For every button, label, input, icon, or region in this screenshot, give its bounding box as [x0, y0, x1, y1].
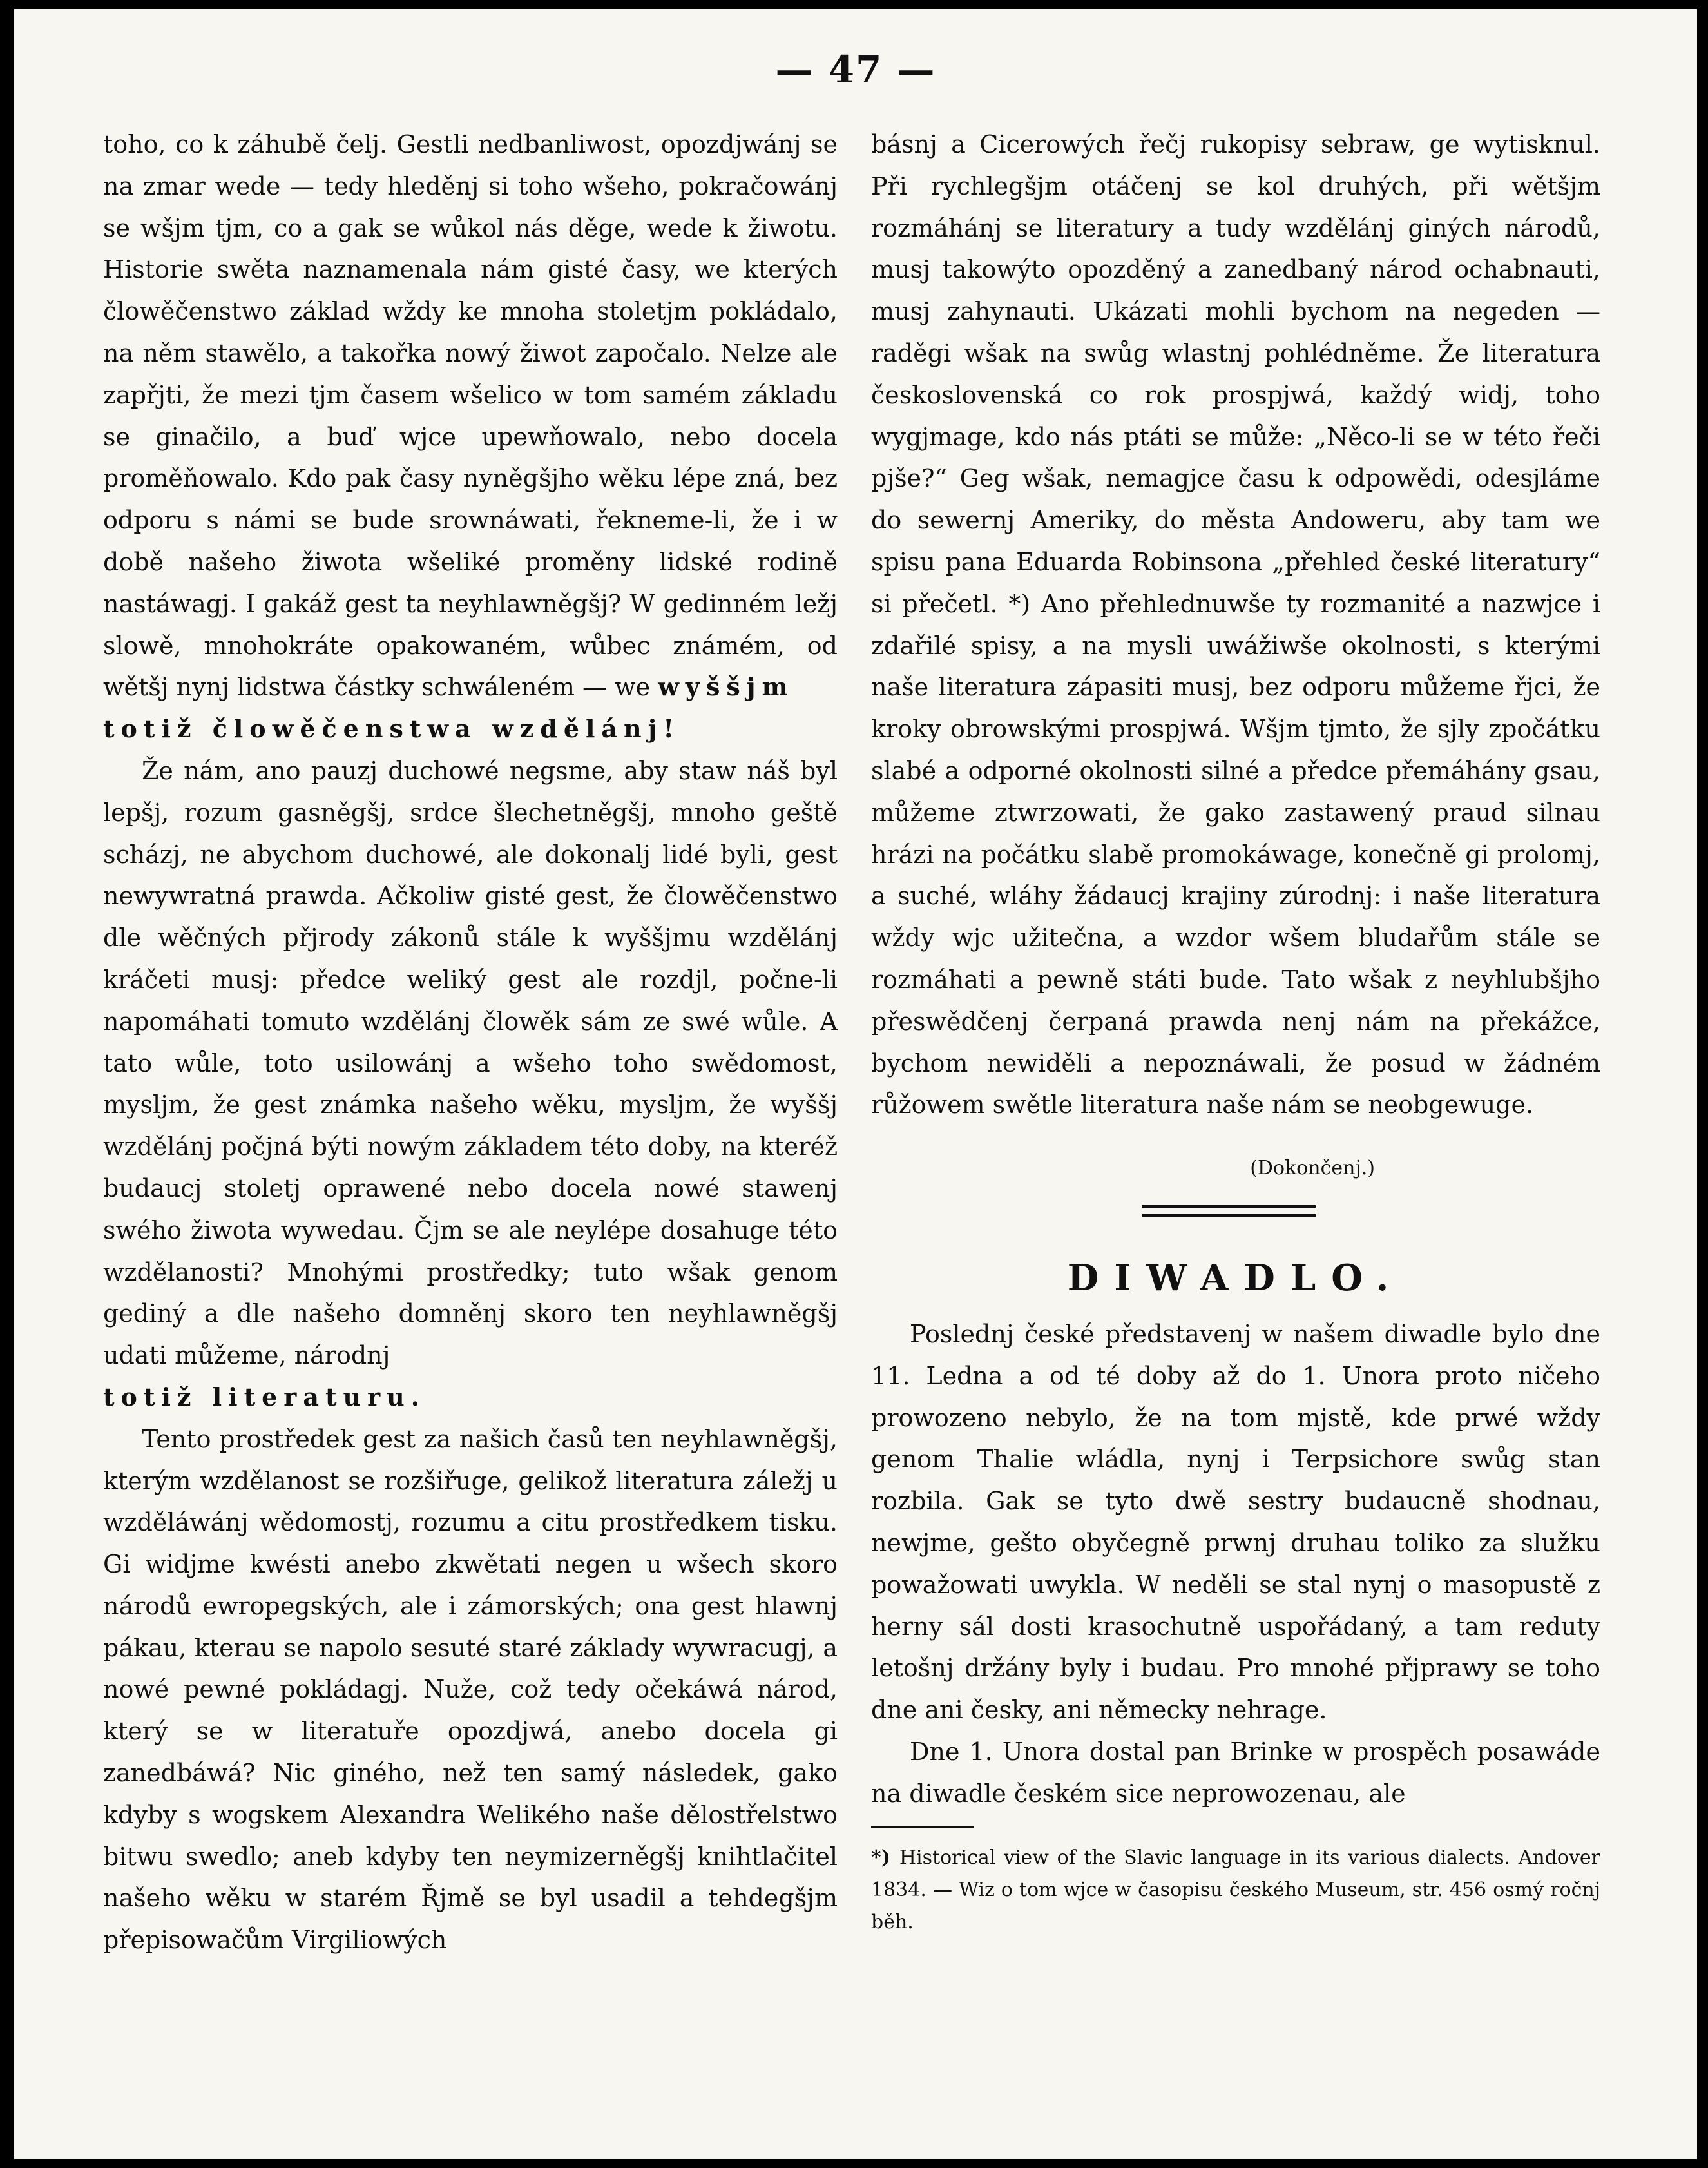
paragraph	[871, 1731, 1600, 1815]
footnote	[871, 1842, 1600, 1939]
left-column	[103, 124, 838, 1961]
paragraph	[871, 1313, 1600, 1731]
paragraph	[103, 750, 838, 1377]
paragraph	[103, 1377, 838, 1418]
footnote-divider	[871, 1826, 974, 1828]
right-column	[871, 124, 1600, 1939]
section-heading: DIWADLO.	[1067, 1256, 1405, 1299]
paragraph-text: Poslednj české představenj w našem diwadle bylo dne 11. Ledna a od té doby až do 1. Unora proto ničeho prowozeno nebylo, že na tom mjstě, kde prwé wždy genom Thalie wládla, nynj i Terpsichore swůg stan rozbila. Gak se tyto dwě sestry budaucně shodnau, newjme, gešto obyčegně prwnj druhau toliko za služku powažowati uwykla. W neděli se stal nynj o masopustě z herny sál dosti krasochutně uspořádaný, a tam reduty letošnj držány byly i budau. Pro mnohé přjprawy se toho dne ani česky, ani německy nehrage.	[871, 1319, 1600, 1725]
paragraph-text: Že nám, ano pauzj duchowé negsme, aby staw náš byl lepšj, rozum gasněgšj, srdce šlechetněgšj, mnoho geště scházj, ne abychom duchowé, ale dokonalj lidé byli, gest newywratná prawda. Ačkoliw gisté gest, že člowěčenstwo dle wěčných přjrody zákonů stále k wyššjmu wzdělánj kráčeti musj: předce weliký gest ale rozdjl, počne-li napomáhati tomuto wzdělánj člowěk sám ze swé wůle. A tato wůle, toto usilowánj a wšeho toho swědomost, myslјm, že gest známka našeho wěku, myslјm, že wyššj wzdělánj počjná býti nowým základem této doby, na kteréž budaucj stoletj oprawené nebo docela nowé stawenj swého žiwota wywedau. Čјm se ale neylépe dosahuge této wzdělanosti? Mnohými prostředky; tuto wšak genom gediný a dle našeho domněnj skoro ten neyhlawněgšj udati můžeme, národnj	[103, 756, 838, 1370]
continued-note: (Dokončenj.)	[1250, 1157, 1375, 1180]
paragraph	[871, 124, 1600, 1126]
emphasis-text: wyššjm	[658, 672, 794, 702]
paragraph-text: Dne 1. Unora dostal pan Brinke w prospěch posawáde na diwadle českém sice neprowozenau, ale	[871, 1737, 1600, 1808]
page	[14, 9, 1697, 2159]
section-divider	[1142, 1205, 1316, 1217]
paragraph-text: toho, co k záhubě čelj. Gestli nedbanliwost, opozdjwánj se na zmar wede — tedy hleděnj si toho wšeho, pokračowánj se wšjm tjm, co a gak se wůkol nás děge, wede k žiwotu. Historie swěta naznamenala nám gisté časy, we kterých člowěčenstwo základ wždy ke mnoha stoletjm pokládalo, na něm stawělo, a takořka nowý žiwot započalo. Nelze ale zapřjti, že mezi tjm časem wšelico w tom samém základu se ginačilo, a buď wjce upewňowalo, nebo docela proměňowalo. Kdo pak časy nyněgšjho wěku lépe zná, bez odporu s námi se bude srownáwati, řekneme-li, že i w době našeho žiwota wšeliké proměny lidské rodině nastáwagj. I gakáž gest ta neyhlawněgšj? W gedinném ležj slowě, mnohokráte opakowaném, wůbec známém, od wětšj nynj lidstwa částky schwáleném — we	[103, 130, 838, 702]
paragraph	[103, 124, 838, 708]
emphasis-text: totiž literaturu.	[103, 1382, 426, 1411]
footnote-mark: *)	[871, 1846, 890, 1870]
paragraph-text: básnj a Cicerowých řečj rukopisy sebraw, ge wytisknul. Při rychlegšjm otáčenj se kol druhých, při wětšjm rozmáhánj se literatury a tudy wzdělánj giných národů, musj takowýto opozděný a zanedbaný národ ochabnauti, musj zahynauti. Ukázati mohli bychom na negeden — raděgi wšak na swůg wlastnj pohlédněme. Že literatura československá co rok prospjwá, každý widj, toho wygjmage, kdo nás ptáti se může: „Něco-li se w této řeči pjše?“ Geg wšak, nemagjce času k odpowědi, odesjláme do sewernj Ameriky, do města Andoweru, aby tam we spisu pana Eduarda Robinsona „přehled české literatury“ si přečetl. *) Ano přehlednuwše ty rozmanité a nazwjce i zdařilé spisy, a na mysli uwážiwše okolnosti, s kterými naše literatura zápasiti musj, bez odporu můžeme řjci, že kroky obrowskými prospjwá. Wšjm tjmto, že sjly zpočátku slabé a odporné okolnosti silné a předce přemáhány gsau, můžeme ztwrzowati, že gako zastawený praud silnau hrázi na počátku slabě promokáwage, konečně gi prolomj, a suché, wláhy žádaucj krajiny zúrodnj: i naše literatura wždy wjc užitečna, a wzdor wšem bludařům stále se rozmáhati a pewně státi bude. Tato wšak z neyhlubšjho přeswědčenj čerpaná prawda nenj nám na překážce, bychom newiděli a nepoznáwali, že posud w žádném růžowem swětle literatura naše nám se neobgewuge.	[871, 130, 1600, 1119]
footnote-text: Historical view of the Slavic language in its various dialects. Andover 1834. — Wiz o tom wjce w časopisu českého Museum, str. 456 osmý ročnj běh.	[871, 1846, 1600, 1934]
paragraph	[103, 708, 838, 750]
paragraph-text: Tento prostředek gest za našich časů ten neyhlawněgšj, kterým wzdělanost se rozšiřuge, gelikož literatura záležj u wzděláwánj wědomostj, rozumu a citu prostředkem tisku. Gi widjme kwésti anebo zkwětati negen u wšech skoro národů ewropegských, ale i zámorských; ona gest hlawnj pákau, kterau se napolo sesuté staré základy wywracugj, a nowé pewné pokládagj. Nuže, což tedy očekáwá národ, který se w literatuře opozdjwá, anebo docela gi zanedbáwá? Nic giného, než ten samý následek, gako kdyby s wogskem Alexandra Welikého naše dělostřelstwo bitwu swedlo; aneb kdyby ten neymizerněgšj knihtlačitel našeho wěku w starém Řjmě se byl usadil a tehdegšjm přepisowačům Virgiliowých	[103, 1424, 838, 1955]
emphasis-text: totiž člowěčenstwa wzdělánj!	[103, 714, 681, 744]
page-number: — 47 —	[775, 48, 936, 92]
paragraph	[103, 1418, 838, 1961]
